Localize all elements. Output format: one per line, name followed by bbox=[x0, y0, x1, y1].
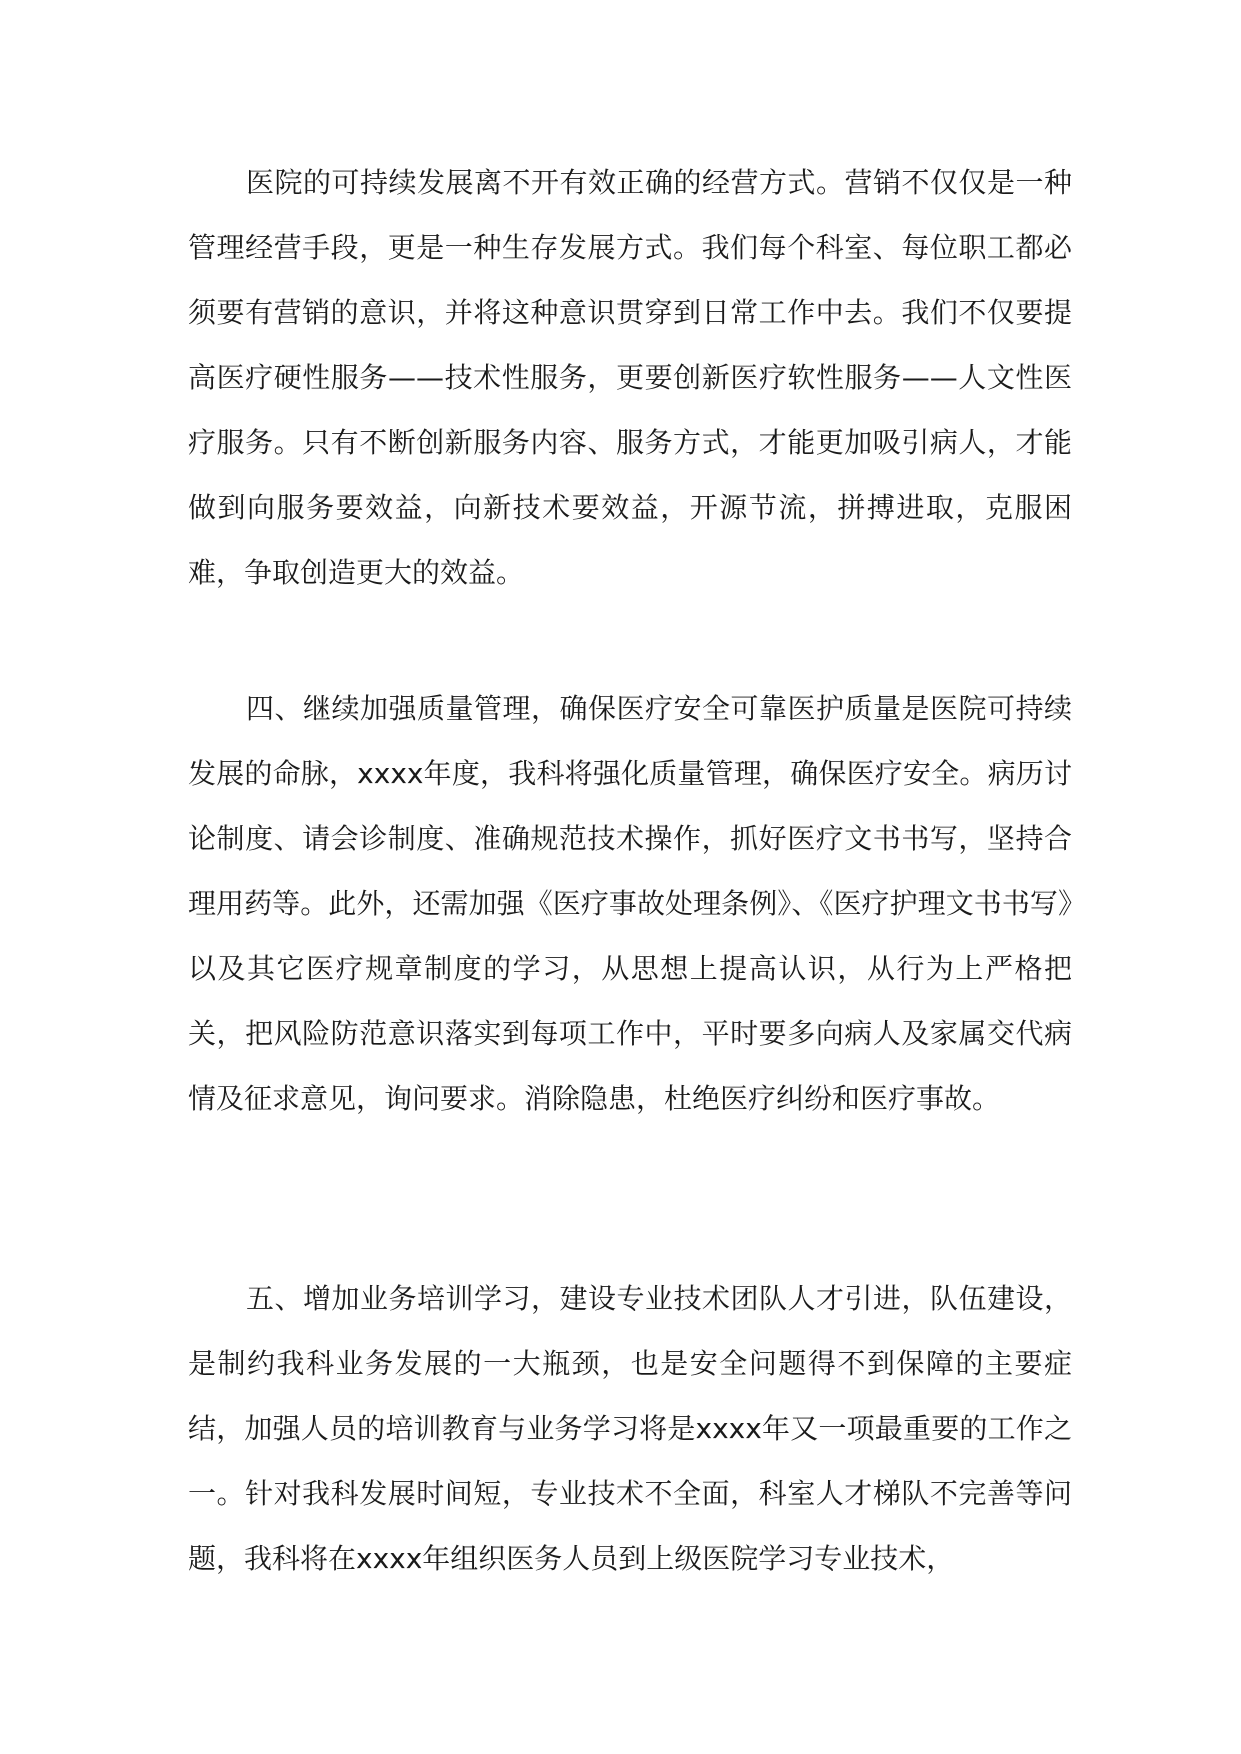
paragraph-marketing: 医院的可持续发展离不开有效正确的经营方式。营销不仅仅是一种管理经营手段，更是一种生存发展方式。我们每个科室、每位职工都必须要有营销的意识，并将这种意识贯穿到日常工作中去。我们不仅要提高医疗硬性服务——技术性服务，更要创新医疗软性服务——人文性医疗服务。只有不断创新服务内容、服务方式，才能更加吸引病人，才能做到向服务要效益，向新技术要效益，开源节流，拼搏进取，克服困难，争取创造更大的效益。 bbox=[188, 166, 1072, 589]
paragraph-training: 五、增加业务培训学习，建设专业技术团队人才引进，队伍建设，是制约我科业务发展的一大瓶颈，也是安全问题得不到保障的主要症结，加强人员的培训教育与业务学习将是xxxx年又一项最重要的工作之一。针对我科发展时间短，专业技术不全面，科室人才梯队不完善等问题，我科将在xxxx年组织医务人员到上级医院学习专业技术， bbox=[188, 1282, 1072, 1575]
paragraph-quality-management: 四、继续加强质量管理，确保医疗安全可靠医护质量是医院可持续发展的命脉，xxxx年度，我科将强化质量管理，确保医疗安全。病历讨论制度、请会诊制度、准确规范技术操作，抓好医疗文书书写，坚持合理用药等。此外，还需加强《医疗事故处理条例》、《医疗护理文书书写》以及其它医疗规章制度的学习，从思想上提高认识，从行为上严格把关，把风险防范意识落实到每项工作中，平时要多向病人及家属交代病情及征求意见，询问要求。消除隐患，杜绝医疗纠纷和医疗事故。 bbox=[188, 692, 1072, 1115]
